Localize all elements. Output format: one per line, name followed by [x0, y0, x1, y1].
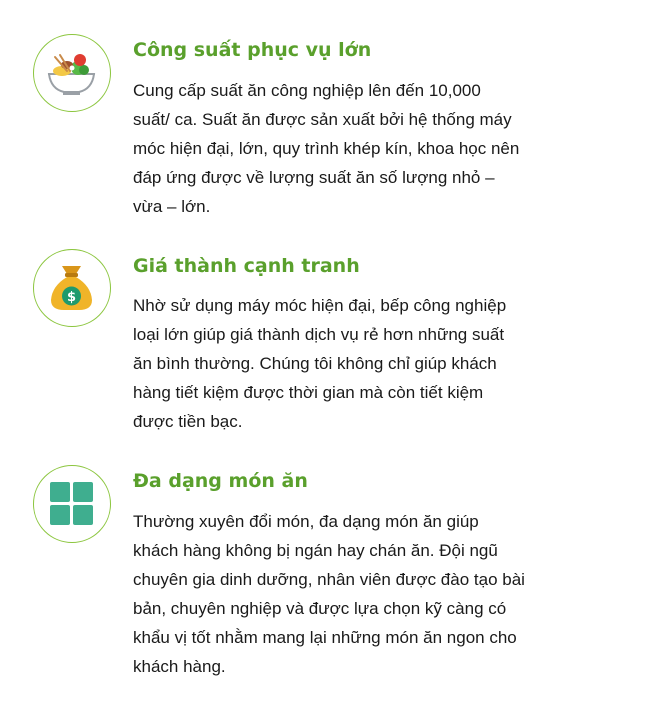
description-line: đáp ứng được về lượng suất ăn số lượng nhỏ – [133, 168, 495, 187]
feature-title: Giá thành cạnh tranh [133, 255, 360, 277]
description-line: vừa – lớn. [133, 197, 211, 216]
feature-description [133, 507, 573, 681]
description-line: chuyên gia dinh dưỡng, nhân viên được đào tạo bài [133, 570, 525, 589]
description-line: móc hiện đại, lớn, quy trình khép kín, khoa học nên [133, 139, 520, 158]
description-line: loại lớn giúp giá thành dịch vụ rẻ hơn những suất [133, 325, 505, 344]
food-bowl-icon [33, 34, 111, 112]
grid-menu-icon [33, 465, 111, 543]
description-line: khách hàng không bị ngán hay chán ăn. Đội ngũ [133, 541, 498, 560]
description-line: được tiền bạc. [133, 412, 243, 431]
description-line: Thường xuyên đổi món, đa dạng món ăn giúp [133, 512, 479, 531]
description-line: ăn bình thường. Chúng tôi không chỉ giúp khách [133, 354, 497, 373]
feature-title: Công suất phục vụ lớn [133, 39, 372, 61]
description-line: khách hàng. [133, 657, 226, 676]
feature-title: Đa dạng món ăn [133, 470, 308, 492]
description-line: Nhờ sử dụng máy móc hiện đại, bếp công nghiệp [133, 296, 507, 315]
description-line: bản, chuyên nghiệp và được lựa chọn kỹ càng có [133, 599, 507, 618]
description-line: hàng tiết kiệm được thời gian mà còn tiết kiệm [133, 383, 484, 402]
money-bag-icon [33, 249, 111, 327]
description-line: khẩu vị tốt nhằm mang lại những món ăn ngon cho [133, 628, 517, 647]
feature-description [133, 76, 573, 221]
description-line: Cung cấp suất ăn công nghiệp lên đến 10,000 [133, 81, 481, 100]
description-line: suất/ ca. Suất ăn được sản xuất bởi hệ thống máy [133, 110, 512, 129]
feature-description [133, 291, 573, 436]
svg-text:$: $ [66, 290, 77, 305]
